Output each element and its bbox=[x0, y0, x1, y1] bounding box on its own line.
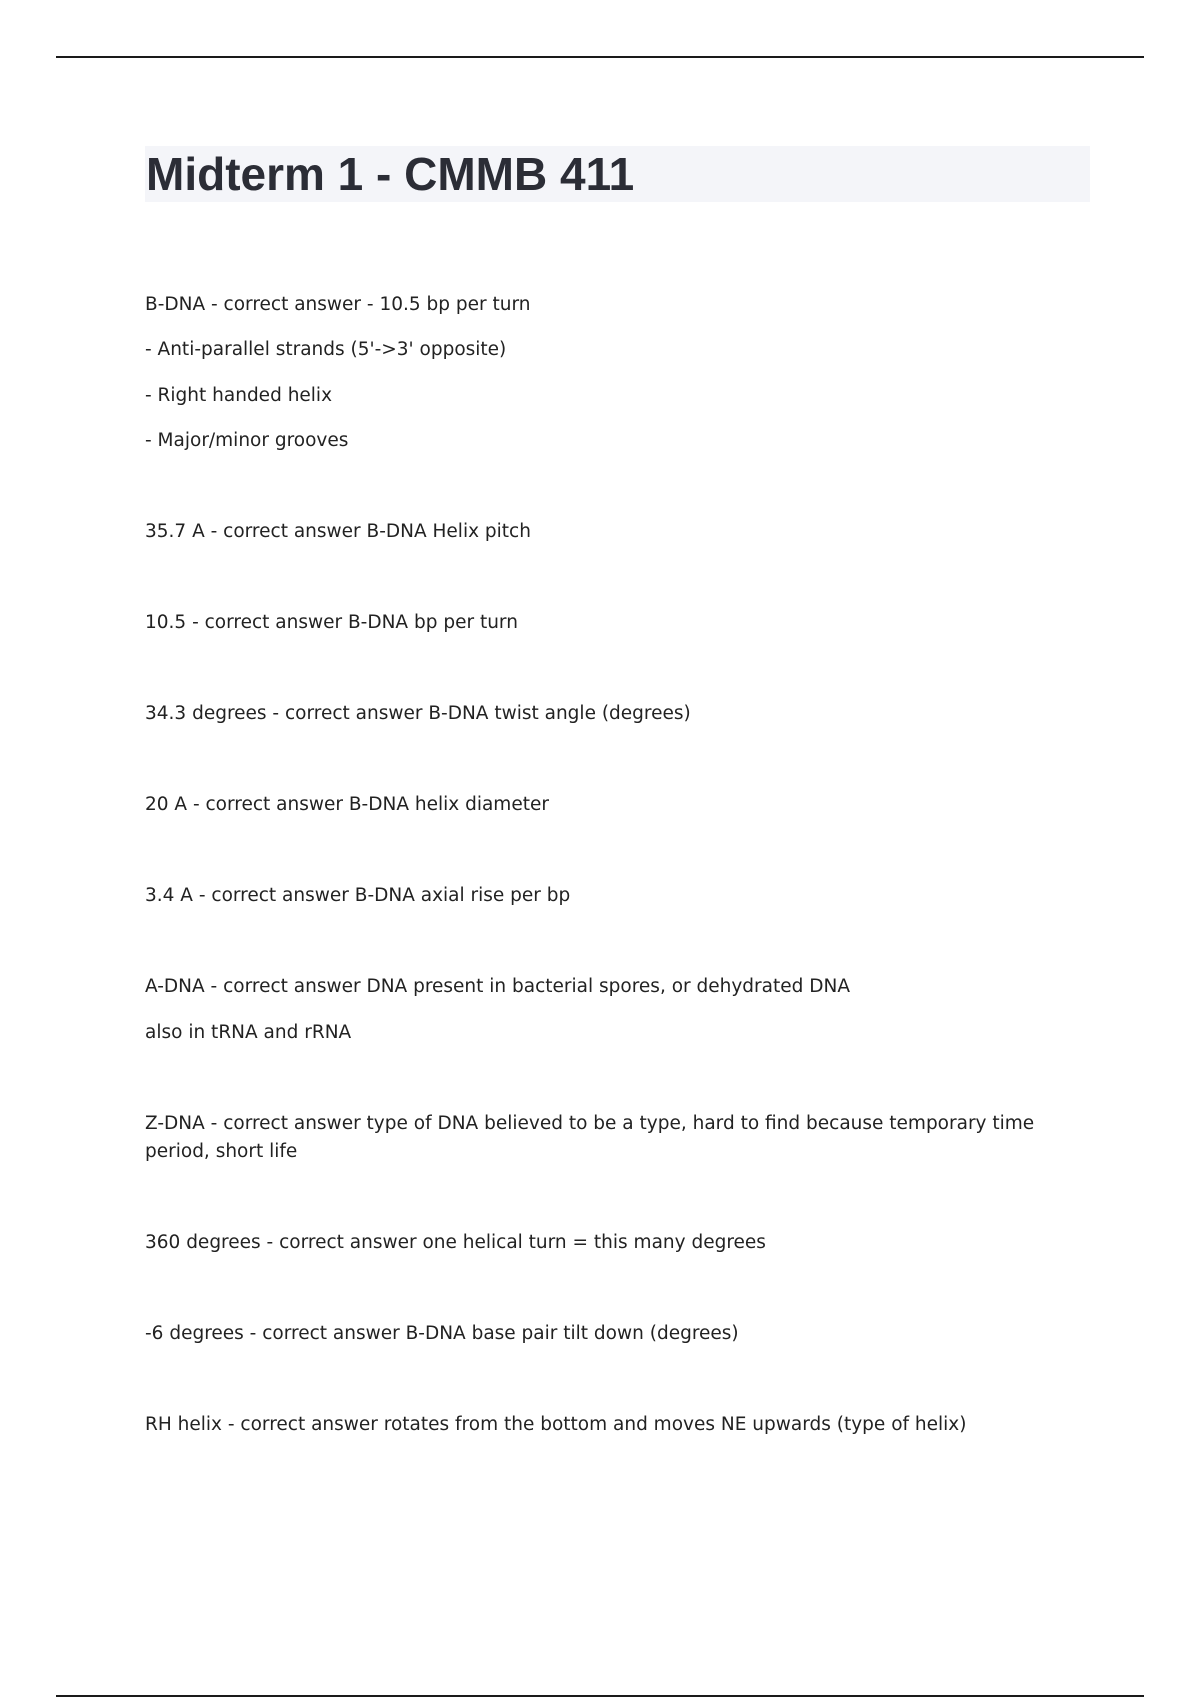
text-line: -6 degrees - correct answer B-DNA base pair tilt down (degrees) bbox=[145, 1323, 739, 1344]
text-line: 34.3 degrees - correct answer B-DNA twist angle (degrees) bbox=[145, 703, 691, 724]
text-line: 360 degrees - correct answer one helical turn = this many degrees bbox=[145, 1232, 766, 1253]
text-line: 35.7 A - correct answer B-DNA Helix pitch bbox=[145, 521, 531, 542]
page-title: Midterm 1 - CMMB 411 bbox=[146, 148, 635, 200]
text-line: 10.5 - correct answer B-DNA bp per turn bbox=[145, 612, 518, 633]
footer-rule bbox=[56, 1695, 1144, 1697]
header-rule bbox=[56, 56, 1144, 58]
text-line: 3.4 A - correct answer B-DNA axial rise per bp bbox=[145, 885, 571, 906]
text-line: B-DNA - correct answer - 10.5 bp per turn bbox=[145, 294, 531, 315]
text-line: Z-DNA - correct answer type of DNA believed to be a type, hard to find because temporary time period, short life bbox=[145, 1113, 1035, 1162]
text-line: - Right handed helix bbox=[145, 385, 333, 406]
text-line: RH helix - correct answer rotates from the bottom and moves NE upwards (type of helix) bbox=[145, 1414, 967, 1435]
text-line: also in tRNA and rRNA bbox=[145, 1022, 352, 1043]
text-line: 20 A - correct answer B-DNA helix diameter bbox=[145, 794, 549, 815]
text-line: - Anti-parallel strands (5'->3' opposite) bbox=[145, 339, 507, 360]
text-line: - Major/minor grooves bbox=[145, 430, 349, 451]
text-line: A-DNA - correct answer DNA present in bacterial spores, or dehydrated DNA bbox=[145, 976, 850, 997]
